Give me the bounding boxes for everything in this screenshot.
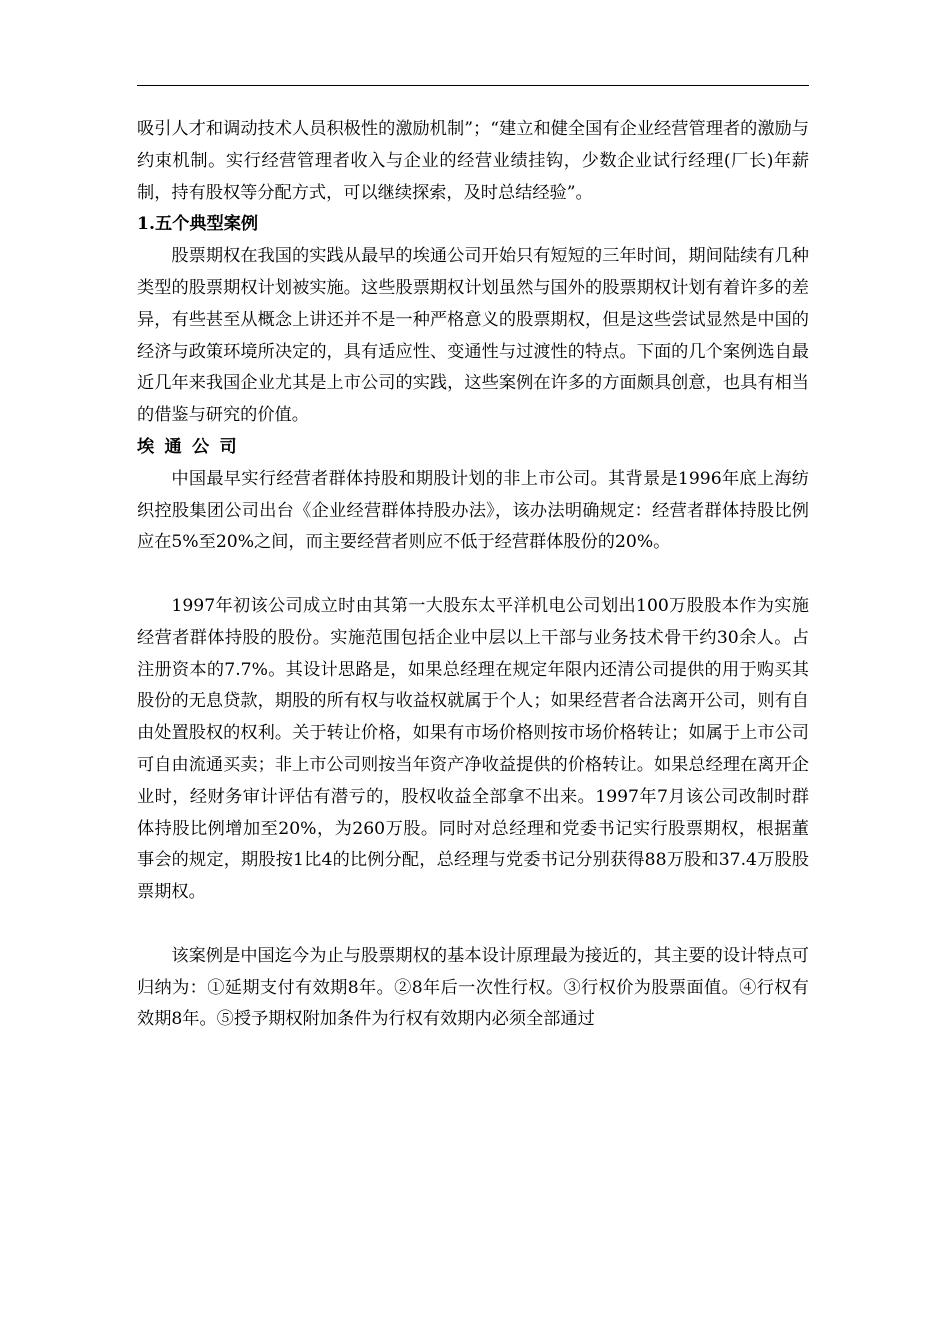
paragraph-background: 中国最早实行经营者群体持股和期股计划的非上市公司。其背景是1996年底上海纺织控股集团公司出台《企业经营群体持股办法》，该办法明确规定：经营者群体持股比例应在5%至20%之间，而主要经营者则应不低于经营群体股份的20%。 [137,468,809,553]
subheading-company: 埃通公司 [137,436,248,457]
paragraph-gap [137,559,809,591]
paragraph-overview: 股票期权在我国的实践从最早的埃通公司开始只有短短的三年时间，期间陆续有几种类型的股票期权计划被实施。这些股票期权计划虽然与国外的股票期权计划有着许多的差异，有些甚至从概念上讲还并不是一种严格意义的股票期权，但是这些尝试显然是中国的经济与政策环境所决定的，具有适应性、变通性与过渡性的特点。下面的几个案例选自最近几年来我国企业尤其是上市公司的实践，这些案例在许多的方面颇具创意，也具有相当的借鉴与研究的价值。 [137,246,809,426]
section-heading-cases: 1.五个典型案例 [137,214,259,235]
paragraph-intro: 吸引人才和调动技术人员积极性的激励机制”；“建立和健全国有企业经营管理者的激励与约束机制。实行经营管理者收入与企业的经营业绩挂钩，少数企业试行经理(厂长)年薪制，持有股权等分配方式，可以继续探索，及时总结经验”。 [137,119,809,203]
paragraph-features: 该案例是中国迄今为止与股票期权的基本设计原理最为接近的，其主要的设计特点可归纳为：①延期支付有效期8年。②8年后一次性行权。③行权价为股票面值。④行权有效期8年。⑤授予期权附加条件为行权有效期内必须全部通过 [137,945,809,1030]
paragraph-gap [137,909,809,941]
header-rule [137,85,809,86]
paragraph-details: 1997年初该公司成立时由其第一大股东太平洋机电公司划出100万股股本作为实施经营者群体持股的股份。实施范围包括企业中层以上干部与业务技术骨干约30余人。占注册资本的7.7%。其设计思路是，如果总经理在规定年限内还清公司提供的用于购买其股份的无息贷款，期股的所有权与收益权就属于个人；如果经营者合法离开公司，则有自由处置股权的权利。关于转让价格，如果有市场价格则按市场价格转让；如属于上市公司可自由流通买卖；非上市公司则按当年资产净收益提供的价格转让。如果总经理在离开企业时，经财务审计评估有潜亏的，股权收益全部拿不出来。1997年7月该公司改制时群体持股比例增加至20%，为260万股。同时对总经理和党委书记实行股票期权，根据董事会的规定，期股按1比4的比例分配，总经理与党委书记分别获得88万股和37.4万股股票期权。 [137,595,809,903]
document-body [137,114,809,1036]
